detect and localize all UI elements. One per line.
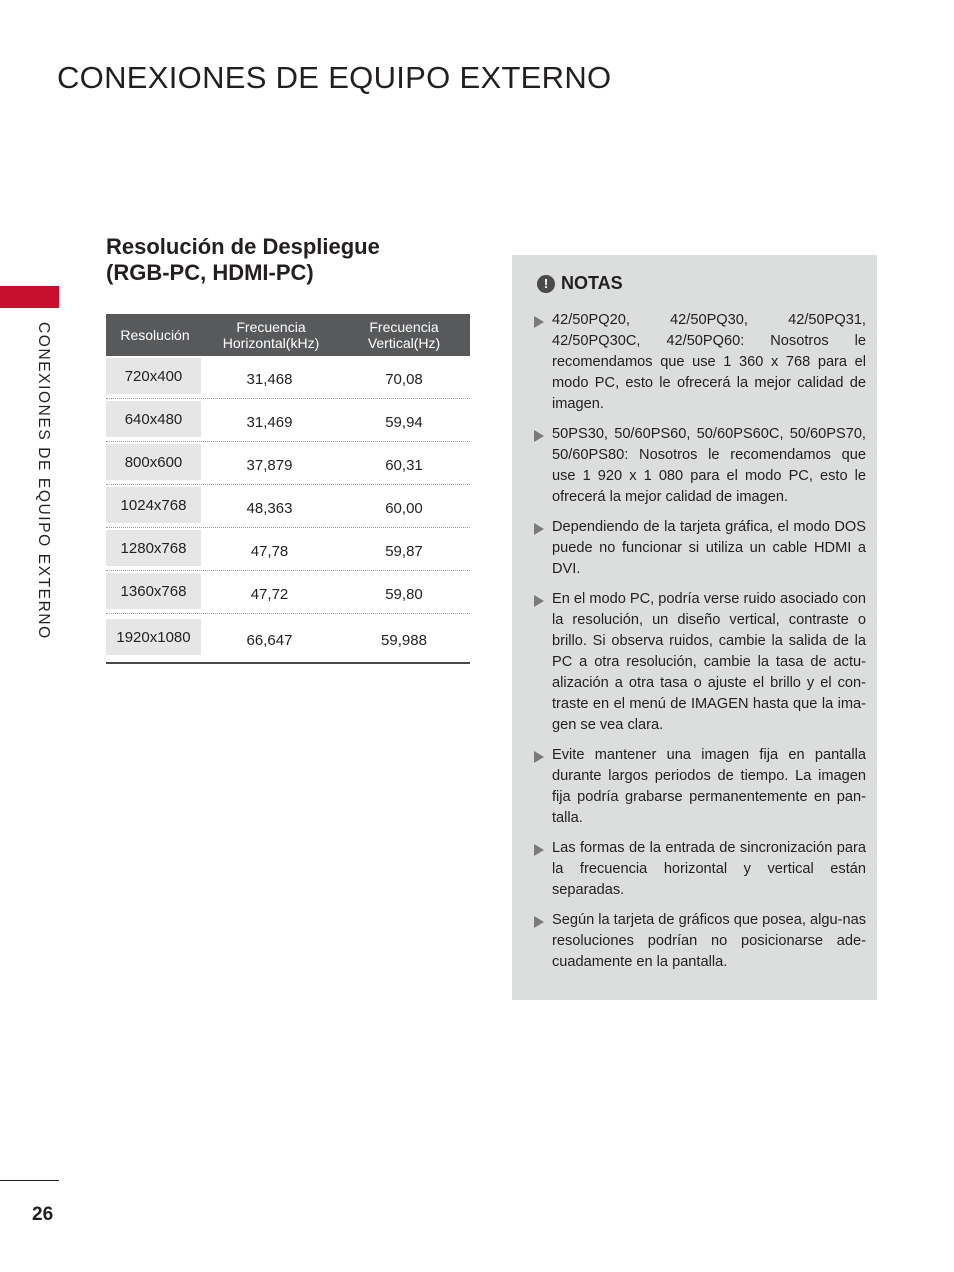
note-text: Según la tarjeta de gráficos que posea, algu-nas resoluciones podrían no posicionarse ade-cuadamente en la pantalla. [552,912,866,970]
header-vertical-line1: Frecuencia [369,319,439,335]
header-horizontal-frequency [204,319,338,351]
note-text: Las formas de la entrada de sincronización para la frecuencia horizontal y vertical están separadas. [552,840,866,898]
table-header [106,314,470,356]
cell-resolution: 640x480 [106,401,201,437]
header-vertical-frequency [338,319,470,351]
cell-horizontal: 37,879 [246,456,293,474]
note-item [534,424,866,508]
note-item [534,589,866,736]
cell-vertical: 60,31 [385,456,423,474]
cell-horizontal: 66,647 [246,631,293,649]
note-item [534,910,866,973]
cell-vertical: 59,87 [385,542,423,560]
table-row [106,614,470,664]
cell-vertical: 59,988 [381,631,427,649]
note-text: Evite mantener una imagen fija en pantalla durante largos periodos de tiempo. La imagen fija podría grabarse permanentemente en pan-talla. [552,747,866,826]
table-row [106,485,470,528]
header-vertical-line2: Vertical(Hz) [367,335,441,351]
header-resolution: Resolución [120,327,190,343]
cell-resolution: 1920x1080 [106,619,201,655]
note-text: 50PS30, 50/60PS60, 50/60PS60C, 50/60PS70, 50/60PS80: Nosotros le recomendamos que use 1 920 x 1 080 para el modo PC, esto le ofrecerá la mejor calidad de imagen. [552,426,866,505]
cell-vertical: 60,00 [385,499,423,517]
table-row [106,356,470,399]
cell-horizontal: 31,469 [246,413,293,431]
note-item [534,838,866,901]
cell-horizontal: 48,363 [246,499,293,517]
note-item [534,310,866,415]
cell-resolution: 800x600 [106,444,201,480]
bullet-arrow-icon [534,844,544,856]
side-section-label: CONEXIONES DE EQUIPO EXTERNO [35,322,52,640]
notes-title: NOTAS [561,273,623,293]
section-tab-marker [0,286,59,308]
cell-resolution: 720x400 [106,358,201,394]
note-item [534,745,866,829]
page-title: CONEXIONES DE EQUIPO EXTERNO [57,60,612,95]
bullet-arrow-icon [534,916,544,928]
note-item [534,517,866,580]
bullet-arrow-icon [534,316,544,328]
note-text: 42/50PQ20, 42/50PQ30, 42/50PQ31, 42/50PQ30C, 42/50PQ60: Nosotros le recomendamos que use 1 360 x 768 para el modo PC, esto le ofrecerá la mejor calidad de imagen. [552,312,866,412]
notes-list [534,310,866,982]
cell-resolution: 1360x768 [106,573,201,609]
table-row [106,571,470,614]
header-horizontal-line1: Frecuencia [236,319,306,335]
notes-header [537,273,623,294]
cell-horizontal: 31,468 [246,370,293,388]
section-heading-line2: (RGB-PC, HDMI-PC) [106,260,314,285]
bullet-arrow-icon [534,430,544,442]
resolution-table [106,314,470,664]
cell-vertical: 59,94 [385,413,423,431]
cell-horizontal: 47,72 [250,585,289,603]
note-text: En el modo PC, podría verse ruido asociado con la resolución, un diseño vertical, contraste o brillo. Si observa ruidos, cambie la salida de la PC a otra resolución, cambie la tasa de actu-alización a otra tasa o ajuste el brillo y el con-traste en el menú de IMAGEN hasta que la ima-gen se vea clara. [552,591,866,733]
footer-divider [0,1180,59,1181]
cell-resolution: 1024x768 [106,487,201,523]
warning-icon: ! [537,275,555,293]
table-row [106,528,470,571]
notes-panel [512,255,877,1000]
bullet-arrow-icon [534,751,544,763]
bullet-arrow-icon [534,595,544,607]
cell-vertical: 59,80 [385,585,423,603]
page-number: 26 [32,1204,54,1225]
cell-vertical: 70,08 [385,370,423,388]
cell-resolution: 1280x768 [106,530,201,566]
table-row [106,442,470,485]
header-horizontal-line2: Horizontal(kHz) [222,335,320,351]
table-row [106,399,470,442]
bullet-arrow-icon [534,523,544,535]
note-text: Dependiendo de la tarjeta gráfica, el modo DOS puede no funcionar si utiliza un cable HDMI a DVI. [552,519,866,577]
cell-horizontal: 47,78 [250,542,289,560]
section-heading-line1: Resolución de Despliegue [106,234,380,259]
section-heading [106,234,380,286]
